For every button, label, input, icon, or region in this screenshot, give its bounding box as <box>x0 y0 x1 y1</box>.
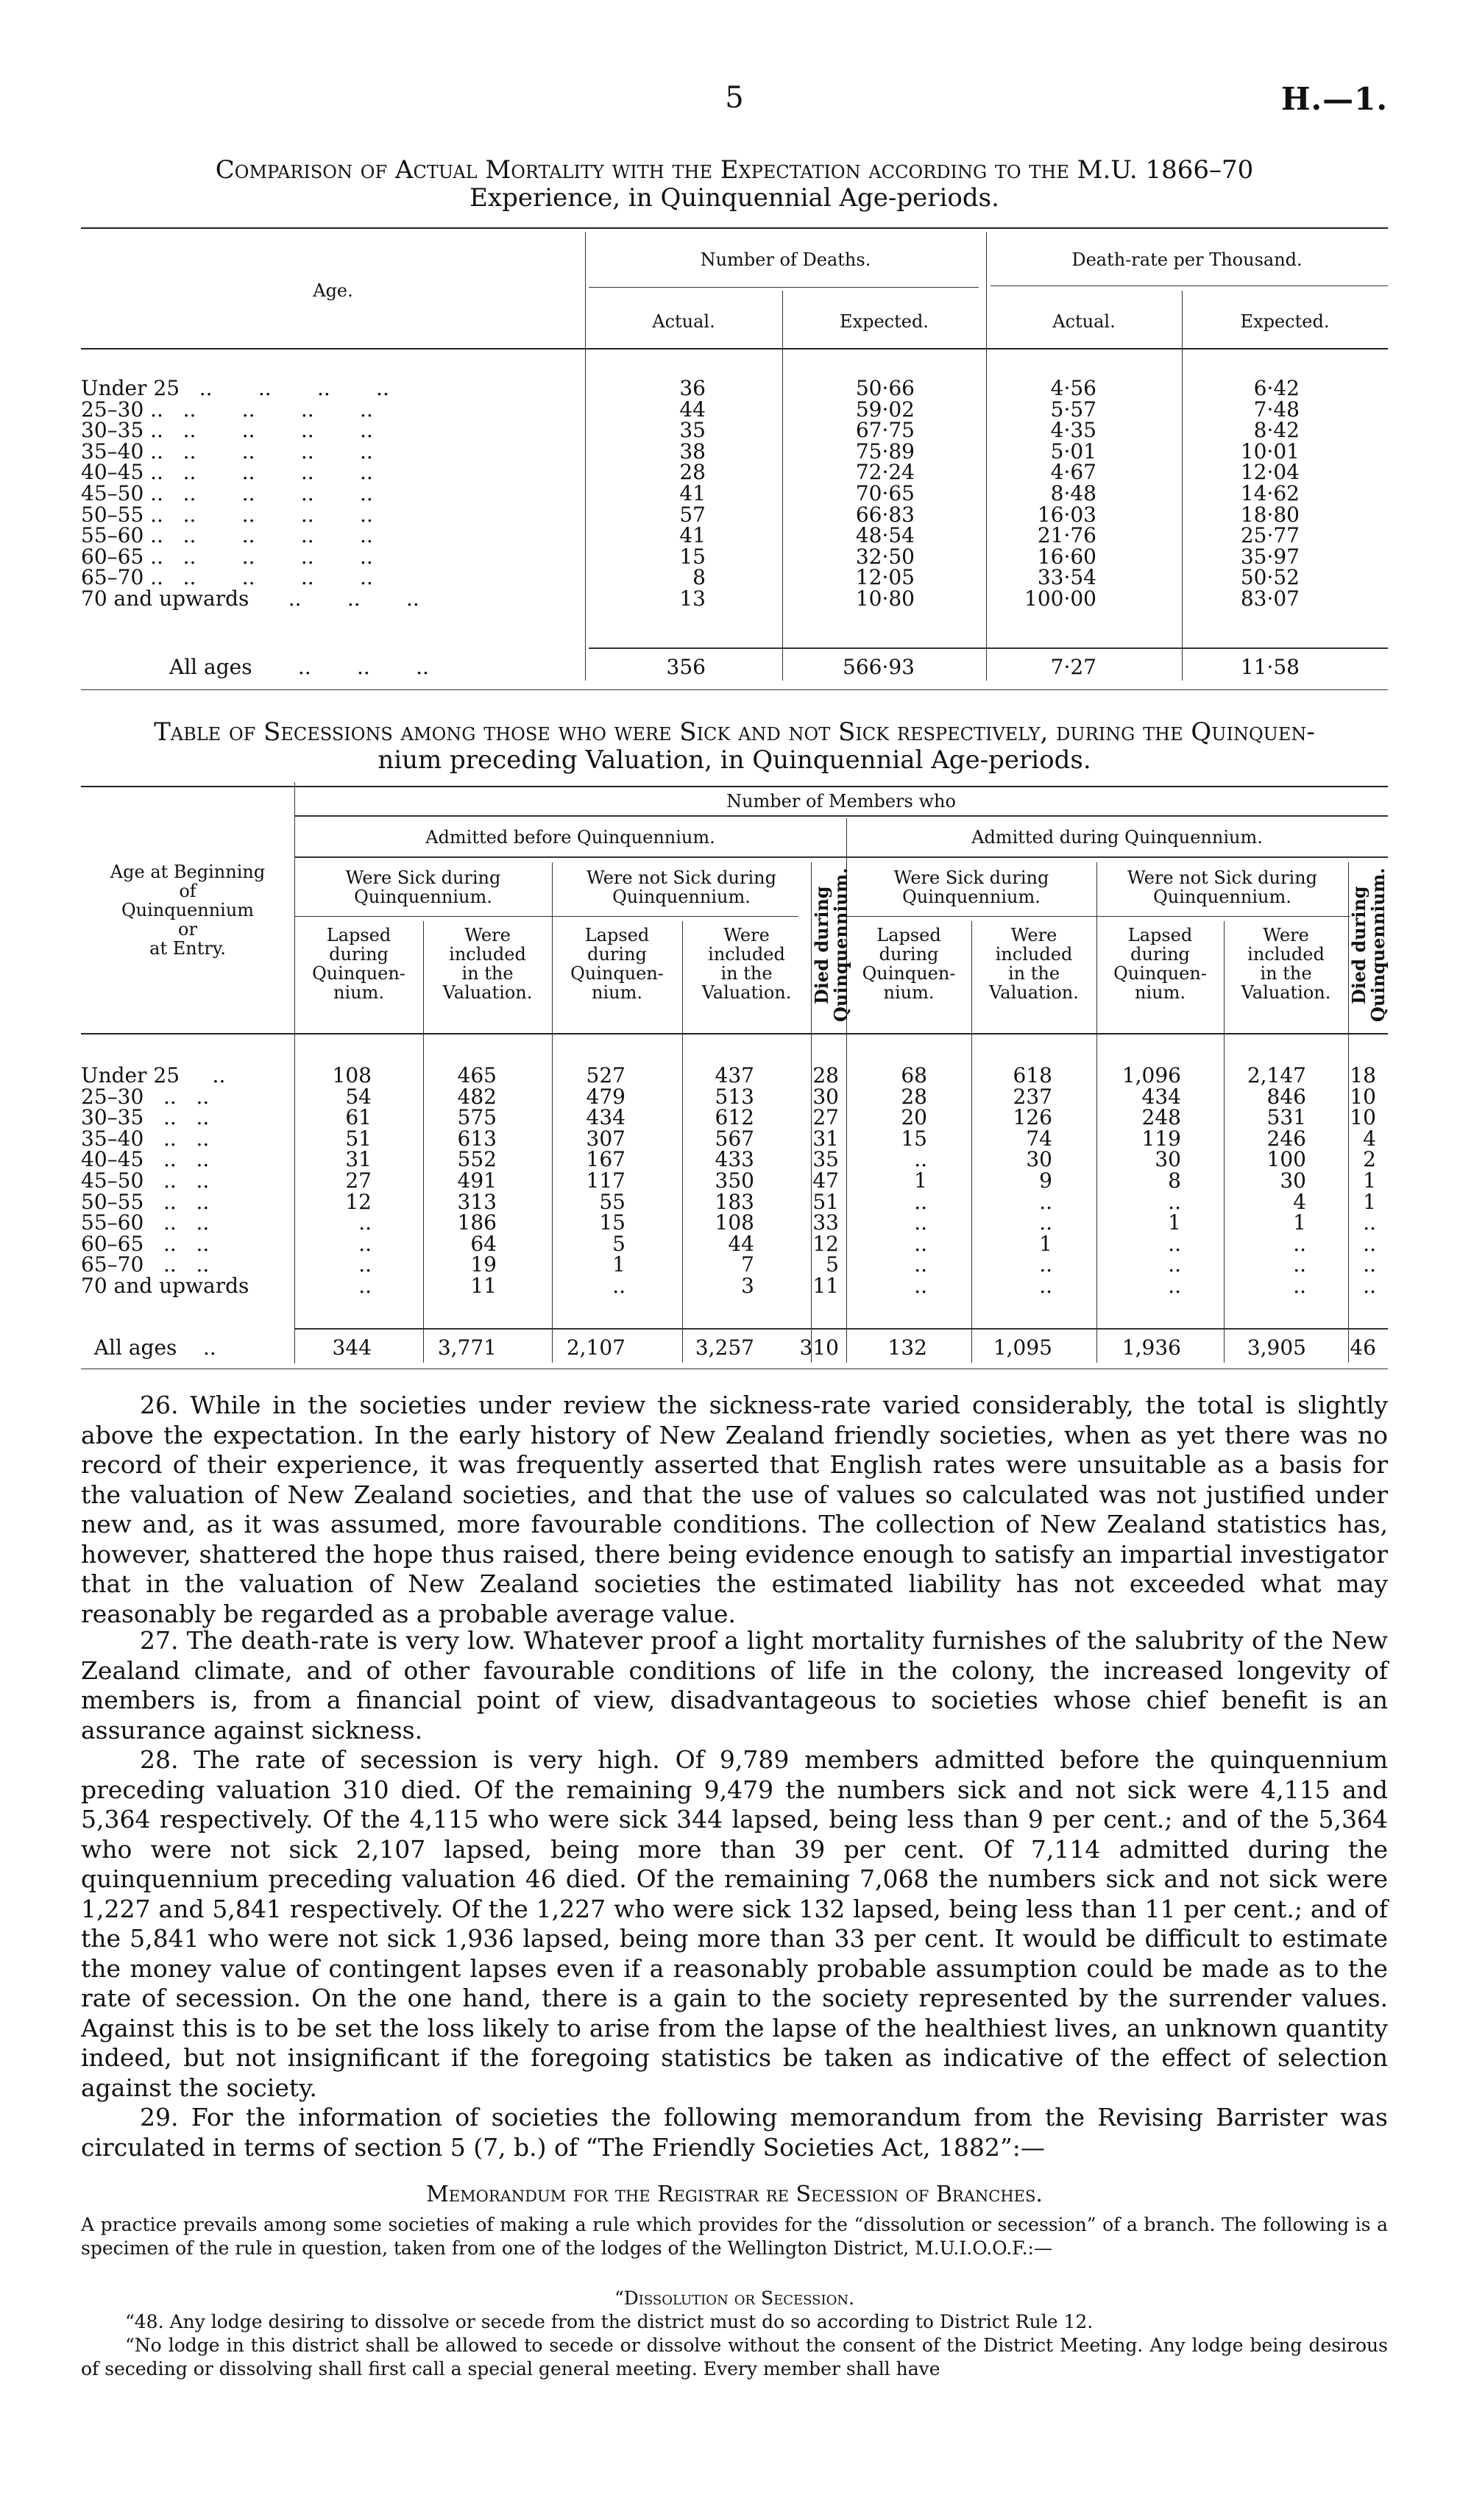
table-cell-d-act: 13 <box>679 586 706 611</box>
table-cell: 4 <box>1293 1189 1306 1214</box>
header-line: Were Sick during <box>345 867 501 888</box>
table-cell: .. <box>1168 1189 1181 1214</box>
rule-text: “No lodge in this district shall be allowed to secede or dissolve without the consent of the District Meeting. Any lodge being desirous of seceding or dissolving shall first call a special general meeting. Every member shall have <box>81 2335 1388 2379</box>
table-cell: 108 <box>715 1210 754 1235</box>
table-cell: 54 <box>345 1084 372 1109</box>
table-cell: 55 <box>599 1189 626 1214</box>
table-cell-r-exp: 35·97 <box>1240 544 1300 569</box>
header-line: Were <box>723 925 770 945</box>
header-line: Quinquen- <box>862 963 956 984</box>
table-cell: 567 <box>715 1126 754 1151</box>
col-header-deaths-actual: Actual. <box>652 311 715 332</box>
table-cell: .. <box>1168 1274 1181 1298</box>
table-cell-d-exp: 48·54 <box>855 523 915 548</box>
header-line: in the <box>1007 963 1060 984</box>
header-line: Lapsed <box>876 925 941 945</box>
table-cell: 552 <box>457 1147 497 1172</box>
table-cell: 237 <box>1013 1084 1052 1109</box>
header-line: Quinquennium. <box>1153 887 1291 907</box>
col-header-deaths-expected: Expected. <box>840 311 929 332</box>
table-cell: 30 <box>812 1084 839 1109</box>
table-cell: .. <box>1168 1231 1181 1256</box>
table-cell: 2 <box>1363 1147 1376 1172</box>
table-cell-d-act: 41 <box>679 523 706 548</box>
header-line: at Entry. <box>149 938 226 959</box>
table-cell-d-exp: 32·50 <box>855 544 915 569</box>
col-group-sick-before <box>294 868 552 906</box>
table1-title-line2: Experience, in Quinquennial Age-periods. <box>469 183 999 213</box>
table-cell: 30 <box>1026 1147 1052 1172</box>
header-line: nium. <box>592 982 642 1003</box>
table-cell: 5 <box>612 1231 626 1256</box>
table-cell: .. <box>1293 1231 1306 1256</box>
table-cell: 27 <box>345 1168 372 1193</box>
table-row-age: 35–40 .. .. .. .. .. <box>81 439 373 464</box>
table-cell: 20 <box>901 1105 927 1130</box>
paragraph-text: 27. The death-rate is very low. Whatever proof a light mortality furnishes of the salubrity of the New Zealand climate, and of other favourable conditions of life in the colony, the increased longevity of members is, from a financial point of view, disadvantageous to societies whose chief benefit is an assurance against sickness. <box>81 1626 1388 1745</box>
table-cell: 513 <box>715 1084 754 1109</box>
table2-group-rule <box>294 856 1388 858</box>
header-line: Valuation. <box>701 982 792 1003</box>
table-row-age: 65–70 .. .. .. .. .. <box>81 565 373 590</box>
table-cell: 1 <box>1293 1210 1306 1235</box>
total-cell: 3,771 <box>437 1335 497 1360</box>
header-line: Died during <box>811 886 832 1004</box>
table-cell: .. <box>1293 1274 1306 1298</box>
table-cell: 613 <box>457 1126 497 1151</box>
table-cell: 186 <box>457 1210 497 1235</box>
table-cell-r-exp: 8·42 <box>1253 418 1300 443</box>
table-cell: 51 <box>345 1126 372 1151</box>
table-cell: 4 <box>1363 1126 1376 1151</box>
table-cell: 1 <box>1363 1168 1376 1193</box>
paragraph-28 <box>81 1745 1388 2103</box>
table-cell: 167 <box>586 1147 626 1172</box>
table-cell-r-act: 5·57 <box>1050 397 1096 422</box>
total-cell-d-act: 356 <box>666 655 706 679</box>
table-cell: .. <box>1039 1210 1052 1235</box>
header-line: nium. <box>1135 982 1186 1003</box>
total-cell: 3,905 <box>1247 1335 1306 1360</box>
header-line: Lapsed <box>1127 925 1193 945</box>
table-cell: .. <box>1363 1252 1376 1277</box>
total-cell: 1,095 <box>993 1335 1052 1360</box>
header-line: included <box>995 944 1073 965</box>
table-cell-d-act: 44 <box>679 397 706 422</box>
table-cell-r-act: 4·35 <box>1050 418 1096 443</box>
total-cell: 132 <box>887 1335 927 1360</box>
table-cell-r-act: 5·01 <box>1050 439 1096 464</box>
table-cell: .. <box>1039 1189 1052 1214</box>
table-cell: 10 <box>1350 1084 1376 1109</box>
table-cell: 437 <box>715 1063 754 1087</box>
table-cell: 19 <box>470 1252 497 1277</box>
table-cell-r-exp: 18·80 <box>1240 502 1300 527</box>
total-cell: 1,936 <box>1121 1335 1181 1360</box>
table-cell: 465 <box>457 1063 497 1087</box>
col-group-notsick-during <box>1096 868 1348 906</box>
header-line: included <box>708 944 785 965</box>
table-cell: 350 <box>715 1168 754 1193</box>
table-row-age: 25–30 .. .. <box>81 1084 210 1109</box>
table-cell-d-exp: 67·75 <box>855 418 915 443</box>
table-cell-r-exp: 6·42 <box>1253 376 1300 400</box>
paragraph-text: 28. The rate of secession is very high. Of 9,789 members admitted before the quinquennium preceding valuation 310 died. Of the remaining 9,479 the numbers sick and not sick were 4,115 and 5,364 respectively. Of the 4,115 who were sick 344 lapsed, being less than 9 per cent.; and of the 5,364 who were not sick 2,107 lapsed, being more than 39 per cent. Of 7,114 admitted during the quinquennium preceding valuation 46 died. Of the remaining 7,068 the numbers sick and not sick were 1,227 and 5,841 respectively. Of the 1,227 who were sick 132 lapsed, being less than 11 per cent.; and of the 5,841 who were not sick 1,936 lapsed, being more than 33 per cent. It would be difficult to estimate the money value of contingent lapses even if a reasonably probable assumption could be made as to the rate of secession. On the one hand, there is a gain to the society represented by the surrender values. Against this is to be set the loss likely to arise from the lapse of the healthiest lives, an unknown quantity indeed, but not insignificant if the foregoing statistics be taken as indicative of the effect of selection against the society. <box>81 1745 1388 2102</box>
table-cell-r-act: 8·48 <box>1050 481 1096 505</box>
total-cell: 46 <box>1350 1335 1376 1360</box>
table-cell: 3 <box>741 1274 754 1298</box>
header-line: Were not Sick during <box>1127 867 1317 888</box>
paragraph-27 <box>81 1626 1388 1745</box>
header-line: Were <box>464 925 511 945</box>
table-cell-r-exp: 10·01 <box>1240 439 1300 464</box>
table-cell: 2,147 <box>1247 1063 1306 1087</box>
table-cell: 51 <box>812 1189 839 1214</box>
table2-header-rule <box>81 1033 1388 1034</box>
header-line: during <box>587 944 647 965</box>
table-cell: .. <box>358 1210 372 1235</box>
header-line: or <box>178 919 197 940</box>
table2-title-line1: Table of Secessions among those who were Sick and not Sick respectively, during the Quinquen- <box>154 717 1315 747</box>
table-cell-r-act: 16·03 <box>1037 502 1096 527</box>
table-cell: 68 <box>901 1063 927 1087</box>
table-cell: 28 <box>812 1063 839 1087</box>
table-row-age: 35–40 .. .. <box>81 1126 210 1151</box>
col-group-sick-during <box>846 868 1096 906</box>
header-line: Valuation. <box>989 982 1079 1003</box>
table-cell: 307 <box>586 1126 626 1151</box>
document-reference: H.—1. <box>1280 81 1388 117</box>
col-header-included <box>682 926 811 1002</box>
table-cell: .. <box>914 1274 927 1298</box>
header-line: Quinquen- <box>570 963 664 984</box>
table-cell-d-exp: 50·66 <box>855 376 915 400</box>
table-cell: 47 <box>812 1168 839 1193</box>
table-cell: .. <box>358 1231 372 1256</box>
table-cell-d-act: 57 <box>679 502 706 527</box>
col-header-died-before <box>811 862 851 1028</box>
table-cell: 1 <box>1363 1189 1376 1214</box>
table-cell: .. <box>914 1189 927 1214</box>
table-cell: 18 <box>1350 1063 1376 1087</box>
table-cell: 35 <box>812 1147 839 1172</box>
header-line: Quinquennium <box>121 900 255 920</box>
header-line: nium. <box>333 982 384 1003</box>
table-row-age: 40–45 .. .. <box>81 1147 210 1172</box>
table-cell: 31 <box>345 1147 372 1172</box>
table-cell: .. <box>358 1274 372 1298</box>
table2-title-line2: nium preceding Valuation, in Quinquennial Age-periods. <box>378 745 1091 775</box>
table-row-age: 70 and upwards .. .. .. <box>81 586 419 611</box>
col-group-death-rate: Death-rate per Thousand. <box>1071 249 1303 270</box>
table-cell: 100 <box>1266 1147 1306 1172</box>
col-header-died-during <box>1350 862 1388 1028</box>
total-cell-r-act: 7·27 <box>1050 655 1096 679</box>
col-header-lapsed <box>552 926 682 1002</box>
table-cell-r-exp: 25·77 <box>1240 523 1300 548</box>
table-row-age: 50–55 .. .. <box>81 1189 210 1214</box>
col-group-notsick-before <box>552 868 811 906</box>
table-cell: 1 <box>612 1252 626 1277</box>
header-line: in the <box>1260 963 1312 984</box>
table-cell: 479 <box>586 1084 626 1109</box>
header-line: Were not Sick during <box>587 867 776 888</box>
table-cell: .. <box>1168 1252 1181 1277</box>
total-row-age: All ages .. <box>81 1335 216 1360</box>
table-row-age: 60–65 .. .. .. .. .. <box>81 544 373 569</box>
table-cell: .. <box>358 1252 372 1277</box>
table-cell: 1 <box>1168 1210 1181 1235</box>
table-cell-d-act: 36 <box>679 376 706 400</box>
col-header-age: Age. <box>313 280 353 301</box>
table-cell: 74 <box>1026 1126 1052 1151</box>
col-header-lapsed <box>294 926 423 1002</box>
header-line: Lapsed <box>584 925 650 945</box>
table-cell: 64 <box>470 1231 497 1256</box>
table-cell: 61 <box>345 1105 372 1130</box>
header-line: Lapsed <box>326 925 391 945</box>
table-cell-r-exp: 50·52 <box>1240 565 1300 590</box>
col-group-admitted-before: Admitted before Quinquennium. <box>425 827 715 848</box>
table-cell-r-exp: 14·62 <box>1240 481 1300 505</box>
table-cell: 1 <box>914 1168 927 1193</box>
page-number: 5 <box>725 81 744 115</box>
table-cell-r-act: 33·54 <box>1037 565 1096 590</box>
table-cell: 313 <box>457 1189 497 1214</box>
table-cell: 183 <box>715 1189 754 1214</box>
table-cell: 248 <box>1141 1105 1181 1130</box>
total-cell-r-exp: 11·58 <box>1240 655 1300 679</box>
header-line: nium. <box>883 982 935 1003</box>
table-row-age: 50–55 .. .. .. .. .. <box>81 502 373 527</box>
table-cell-d-exp: 75·89 <box>855 439 915 464</box>
header-line: Were Sick during <box>893 867 1049 888</box>
table-row-age: Under 25 .. .. .. .. <box>81 376 389 400</box>
table-cell: 15 <box>599 1210 626 1235</box>
table-cell: 527 <box>586 1063 626 1087</box>
table-cell: .. <box>1363 1231 1376 1256</box>
table-cell-r-exp: 12·04 <box>1240 460 1300 485</box>
total-row-age: All ages .. .. .. <box>169 655 429 679</box>
col-group-number-of-deaths: Number of Deaths. <box>700 249 871 270</box>
header-line: included <box>449 944 526 965</box>
total-cell: 344 <box>332 1335 372 1360</box>
table-cell: 117 <box>586 1168 626 1193</box>
col-group-admitted-during: Admitted during Quinquennium. <box>971 827 1263 848</box>
memo-title: Memorandum for the Registrar re Secession of Branches. <box>426 2182 1043 2207</box>
table-cell-d-exp: 70·65 <box>855 481 915 505</box>
table-cell: .. <box>1363 1274 1376 1298</box>
table-cell: 531 <box>1266 1105 1306 1130</box>
table-cell-r-exp: 83·07 <box>1240 586 1300 611</box>
col-header-included <box>1224 926 1348 1002</box>
header-line: Age at Beginning <box>110 862 266 882</box>
total-cell: 3,257 <box>695 1335 754 1360</box>
header-line: in the <box>720 963 773 984</box>
table-cell: .. <box>1039 1252 1052 1277</box>
table-cell-r-act: 4·56 <box>1050 376 1096 400</box>
col-header-lapsed <box>1096 926 1224 1002</box>
table-cell-d-exp: 10·80 <box>855 586 915 611</box>
table-cell: 491 <box>457 1168 497 1193</box>
table-cell-d-act: 8 <box>692 565 706 590</box>
header-line: Quinquen- <box>1113 963 1207 984</box>
col-header-included <box>423 926 552 1002</box>
header-line: during <box>879 944 939 965</box>
header-line: Quinquen- <box>312 963 405 984</box>
table-cell: .. <box>612 1274 626 1298</box>
table-cell: 11 <box>470 1274 497 1298</box>
table-cell-d-exp: 12·05 <box>855 565 915 590</box>
table-cell-r-act: 16·60 <box>1037 544 1096 569</box>
table2-subgroup-rule <box>846 916 1350 917</box>
header-line: Were <box>1010 925 1057 945</box>
table-cell-d-exp: 66·83 <box>855 502 915 527</box>
table-cell: 7 <box>741 1252 754 1277</box>
table-cell: 108 <box>332 1063 372 1087</box>
table-cell: 618 <box>1013 1063 1052 1087</box>
col-header-age-at-entry <box>81 862 294 958</box>
table-cell: 12 <box>812 1231 839 1256</box>
table-cell-r-act: 4·67 <box>1050 460 1096 485</box>
table-cell: 482 <box>457 1084 497 1109</box>
table-cell: 30 <box>1280 1168 1306 1193</box>
col-header-included <box>971 926 1096 1002</box>
table-cell: .. <box>914 1210 927 1235</box>
table-cell-d-act: 38 <box>679 439 706 464</box>
table-cell: 119 <box>1141 1126 1181 1151</box>
paragraph-text: 26. While in the societies under review the sickness-rate varied considerably, the total is slightly above the expectation. In the early history of New Zealand friendly societies, when as yet there was no record of their experience, it was frequently asserted that English rates were unsuitable as a basis for the valuation of New Zealand societies, and that the use of values so calculated was not justified under new and, as it was assumed, more favourable conditions. The collection of New Zealand statistics has, however, shattered the hope thus raised, there being evidence enough to satisfy an impartial investigator that in the valuation of New Zealand societies the estimated liability has not exceeded what may reasonably be regarded as a probable average value. <box>81 1391 1388 1628</box>
table-cell: 8 <box>1168 1168 1181 1193</box>
total-cell-d-exp: 566·93 <box>843 655 915 679</box>
table-cell-d-act: 41 <box>679 481 706 505</box>
table-row-age: 55–60 .. .. <box>81 1210 210 1235</box>
rule-heading: “Dissolution or Secession. <box>614 2287 855 2309</box>
paragraph-26 <box>81 1391 1388 1629</box>
table-cell: 1 <box>1039 1231 1052 1256</box>
table-cell: 15 <box>901 1126 927 1151</box>
table2-subgroup-rule <box>294 916 798 917</box>
table-row-age: 30–35 .. .. .. .. .. <box>81 418 373 443</box>
secessions-table <box>81 0 1388 1398</box>
table-cell: 10 <box>1350 1105 1376 1130</box>
table-cell: 44 <box>728 1231 754 1256</box>
col-group-number-of-members: Number of Members who <box>726 791 956 812</box>
table-cell: .. <box>914 1252 927 1277</box>
header-line: included <box>1247 944 1325 965</box>
col-header-rate-expected: Expected. <box>1240 311 1330 332</box>
total-cell: 310 <box>799 1335 839 1360</box>
header-line: Quinquennium. <box>1367 867 1389 1023</box>
header-line: Quinquennium. <box>612 887 751 907</box>
table-cell: 31 <box>812 1126 839 1151</box>
table-cell: 126 <box>1013 1105 1052 1130</box>
table-row-age: Under 25 .. <box>81 1063 226 1087</box>
table-cell-r-act: 100·00 <box>1024 586 1096 611</box>
header-line: during <box>1130 944 1190 965</box>
header-line: Valuation. <box>1241 982 1331 1003</box>
col-header-rate-actual: Actual. <box>1052 311 1116 332</box>
table-cell: 30 <box>1155 1147 1181 1172</box>
header-line: of <box>179 881 196 901</box>
rule-48: “48. Any lodge desiring to dissolve or secede from the district must do so according to District Rule 12. <box>125 2311 1094 2332</box>
table-cell: .. <box>914 1147 927 1172</box>
table2-group-rule <box>294 815 1388 817</box>
table-cell: 5 <box>826 1252 839 1277</box>
header-line: Quinquennium. <box>902 887 1041 907</box>
table-cell: .. <box>1363 1210 1376 1235</box>
table-row-age: 40–45 .. .. .. .. .. <box>81 460 373 485</box>
table-cell: 575 <box>457 1105 497 1130</box>
table-cell: 11 <box>812 1274 839 1298</box>
header-line: Quinquennium. <box>830 867 851 1023</box>
table-cell: .. <box>914 1231 927 1256</box>
table-row-age: 55–60 .. .. .. .. .. <box>81 523 373 548</box>
header-line: Were <box>1263 925 1309 945</box>
table-cell: 612 <box>715 1105 754 1130</box>
header-line: Valuation. <box>442 982 533 1003</box>
total-cell: 2,107 <box>566 1335 626 1360</box>
table-cell: 434 <box>1141 1084 1181 1109</box>
table-cell: .. <box>1293 1252 1306 1277</box>
table-cell: 27 <box>812 1105 839 1130</box>
table-row-age: 70 and upwards <box>81 1274 249 1298</box>
header-line: Quinquennium. <box>354 887 492 907</box>
paragraph-text: 29. For the information of societies the following memorandum from the Revising Barrister was circulated in terms of section 5 (7, b.) of “The Friendly Societies Act, 1882”:— <box>81 2103 1388 2162</box>
table-cell: 28 <box>901 1084 927 1109</box>
table-cell-r-act: 21·76 <box>1037 523 1096 548</box>
memo-intro: A practice prevails among some societies of making a rule which provides for the “dissolution or secession” of a branch. The following is a specimen of the rule in question, taken from one of the lodges of the Wellington District, M.U.I.O.O.F.:— <box>81 2214 1388 2259</box>
table1-title-line1: Comparison of Actual Mortality with the Expectation according to the M.U. 1866–70 <box>215 155 1254 185</box>
table-row-age: 60–65 .. .. <box>81 1231 210 1256</box>
table2-top-rule <box>81 786 1388 787</box>
table-cell-d-act: 28 <box>679 460 706 485</box>
header-line: during <box>329 944 389 965</box>
table-cell: .. <box>1039 1274 1052 1298</box>
paragraph-29 <box>81 2103 1388 2162</box>
table-cell: 246 <box>1266 1126 1306 1151</box>
table-row-age: 45–50 .. .. .. .. .. <box>81 481 373 505</box>
table-row-age: 45–50 .. .. <box>81 1168 210 1193</box>
table-row-age: 65–70 .. .. <box>81 1252 210 1277</box>
table-row-age: 25–30 .. .. .. .. .. <box>81 397 373 422</box>
table-cell: 1,096 <box>1121 1063 1181 1087</box>
table-cell: 434 <box>586 1105 626 1130</box>
table-cell: 33 <box>812 1210 839 1235</box>
table-cell: 9 <box>1039 1168 1052 1193</box>
table-cell-d-act: 35 <box>679 418 706 443</box>
table-cell-r-exp: 7·48 <box>1253 397 1300 422</box>
table-cell-d-exp: 59·02 <box>855 397 915 422</box>
header-line: Died during <box>1348 886 1369 1004</box>
table-cell-d-act: 15 <box>679 544 706 569</box>
table-cell: 12 <box>345 1189 372 1214</box>
header-line: in the <box>461 963 514 984</box>
table-cell: 433 <box>715 1147 754 1172</box>
col-header-lapsed <box>846 926 971 1002</box>
table-cell: 846 <box>1266 1084 1306 1109</box>
table-row-age: 30–35 .. .. <box>81 1105 210 1130</box>
table-cell-d-exp: 72·24 <box>855 460 915 485</box>
